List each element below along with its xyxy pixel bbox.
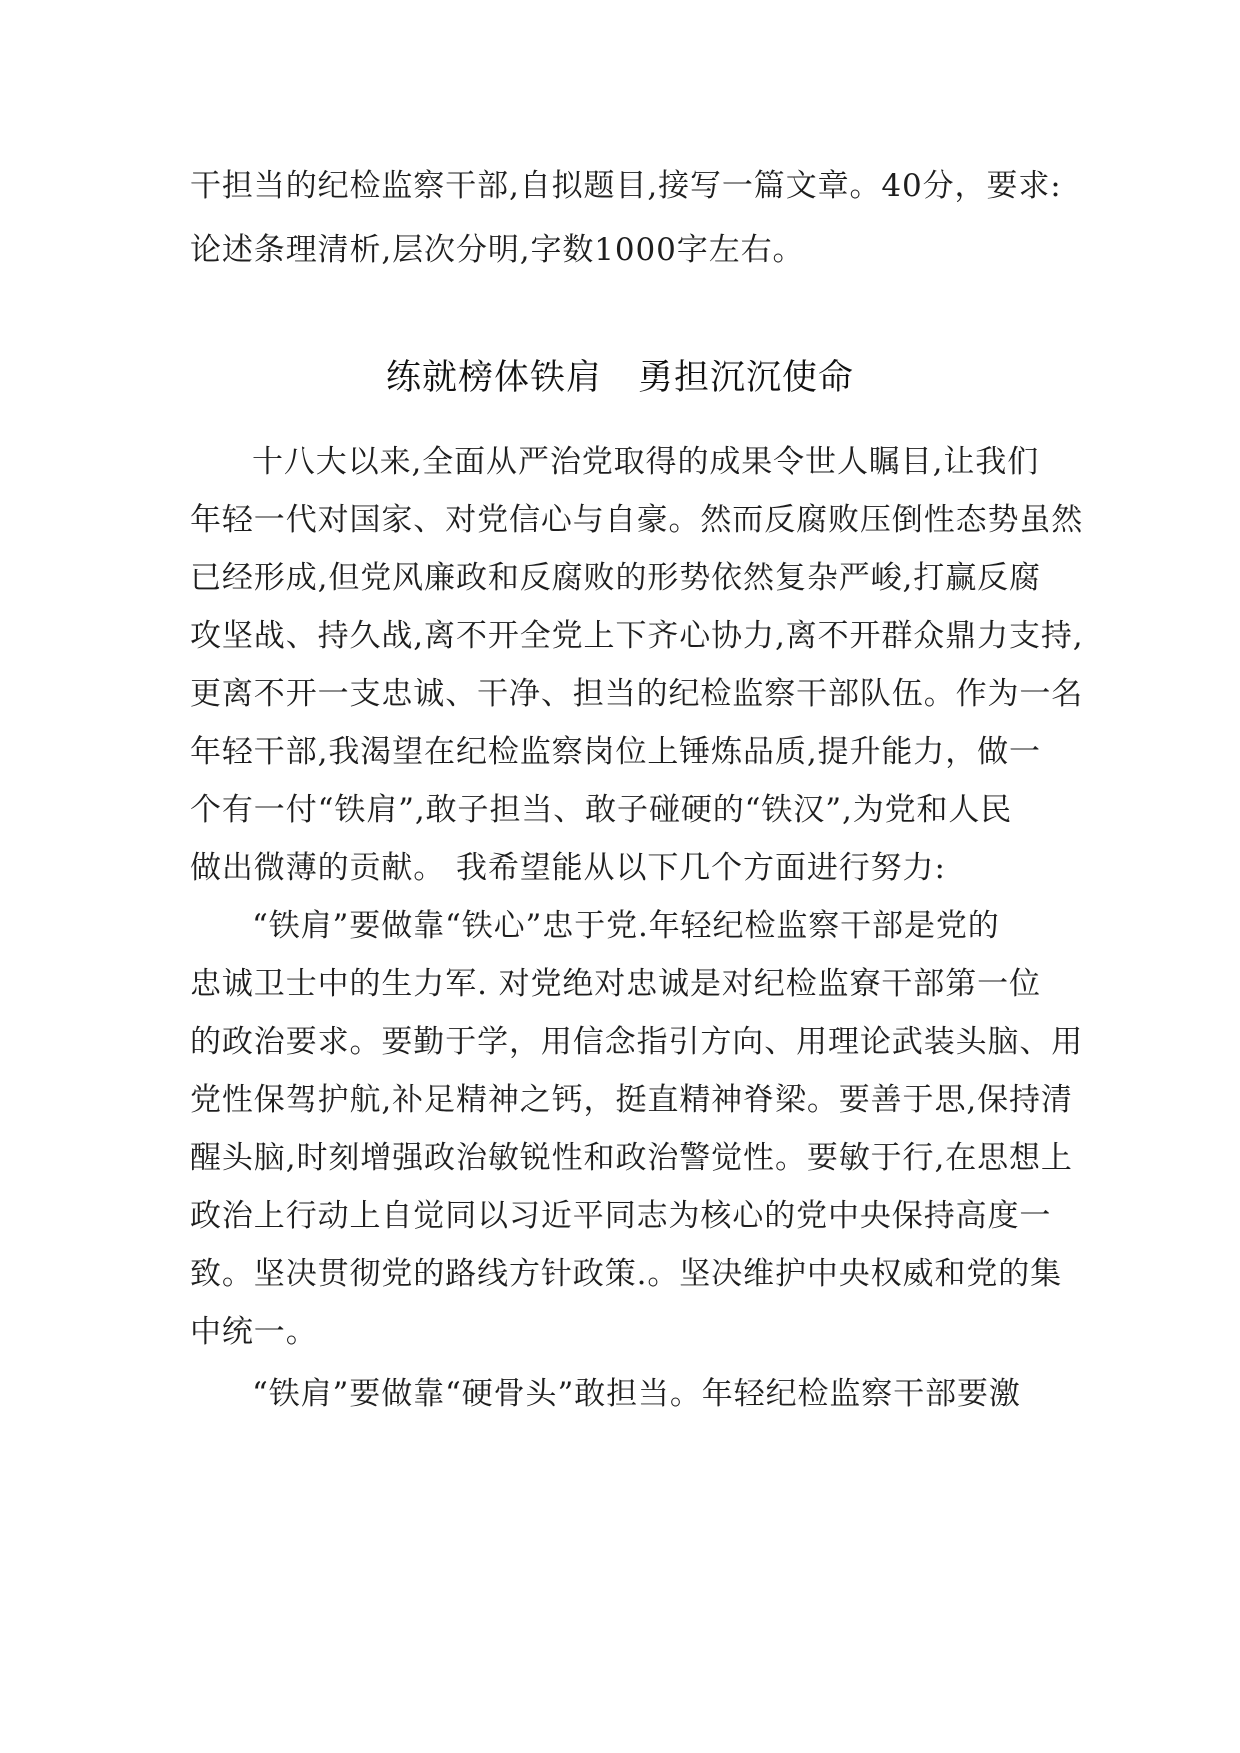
paragraph-2-line-2: 忠诚卫士中的生力军. 对党绝对忠诚是对纪检监寮干部第一位 (190, 966, 1041, 1002)
paragraph-1-line-1: 十八大以来,全面从严治党取得的成果令世人瞩目,让我们 (252, 444, 1040, 480)
paragraph-2-line-6: 政治上行动上自觉同以习近平同志为核心的党中央保持高度一 (190, 1198, 1052, 1234)
paragraph-1-line-8: 做出微薄的贡献。 我希望能从以下几个方面进行努力: (190, 850, 946, 886)
paragraph-3-line-1: “铁肩”要做靠“硬骨头”敢担当。年轻纪检监察干部要激 (252, 1376, 1021, 1412)
paragraph-2-line-3: 的政治要求。要勤于学，用信念指引方向、用理论武装头脑、用 (190, 1024, 1084, 1060)
paragraph-2-line-7: 致。坚决贯彻党的路线方针政策.。坚决维护中央权威和党的集 (190, 1256, 1063, 1292)
intro-line-1: 干担当的纪检监察干部,自拟题目,接写一篇文章。40分，要求: (190, 168, 1062, 204)
paragraph-2-line-5: 醒头脑,时刻增强政治敏锐性和政治警觉性。要敏于行,在思想上 (190, 1140, 1073, 1176)
paragraph-1-line-2: 年轻一代对国家、对党信心与自豪。然而反腐败压倒性态势虽然 (190, 502, 1084, 538)
paragraph-1-line-6: 年轻干部,我渴望在纪检监察岗位上锤炼品质,提升能力，做一 (190, 734, 1041, 770)
intro-line-2: 论述条理清析,层次分明,字数1000字左右。 (190, 232, 805, 268)
paragraph-2-line-1: “铁肩”要做靠“铁心”忠于党.年轻纪检监察干部是党的 (252, 908, 1000, 944)
paragraph-1-line-7: 个有一付“铁肩”,敢子担当、敢子碰硬的“铁汉”,为党和人民 (190, 792, 1013, 828)
paragraph-1-line-4: 攻坚战、持久战,离不开全党上下齐心协力,离不开群众鼎力支持, (190, 618, 1084, 654)
paragraph-1-line-3: 已经形成,但党风廉政和反腐败的形势依然复杂严峻,打赢反腐 (190, 560, 1041, 596)
paragraph-2-line-8: 中统一。 (190, 1314, 318, 1350)
essay-title: 练就榜体铁肩 勇担沉沉使命 (385, 358, 854, 398)
paragraph-2-line-4: 党性保驾护航,补足精神之钙，挺直精神脊梁。要善于思,保持清 (190, 1082, 1073, 1118)
paragraph-1-line-5: 更离不开一支忠诚、干净、担当的纪检监察干部队伍。作为一名 (190, 676, 1084, 712)
